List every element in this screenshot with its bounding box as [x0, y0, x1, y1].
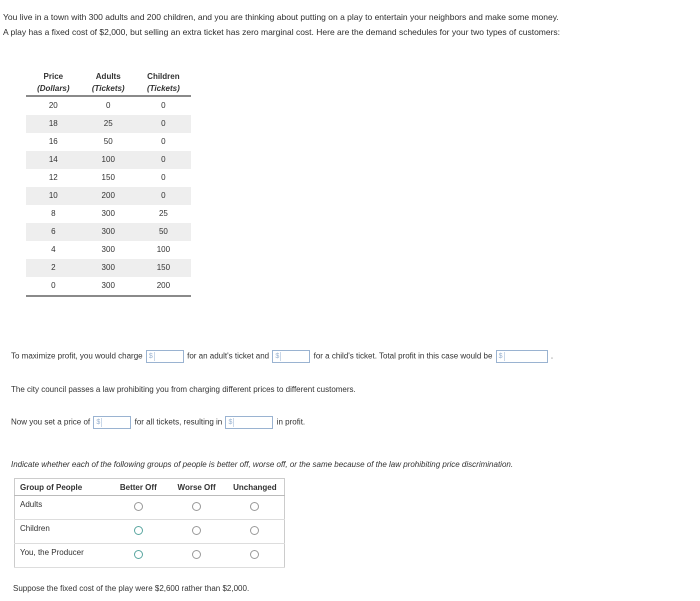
- children-cell: 100: [156, 245, 171, 254]
- adults-cell: 300: [81, 223, 136, 241]
- price-cell: 4: [51, 245, 56, 254]
- adults-cell: 300: [101, 209, 115, 218]
- adults-cell: 300: [81, 259, 136, 277]
- col-header-group: Group of People: [15, 479, 110, 496]
- group-label-children: Children: [15, 520, 110, 544]
- effects-row-adults: [15, 496, 285, 520]
- table-row: [26, 151, 191, 169]
- price-cell: 20: [48, 101, 58, 110]
- adults-unchanged-radio[interactable]: [250, 502, 259, 511]
- input-divider: [504, 352, 505, 361]
- producer-unchanged-radio[interactable]: [250, 550, 259, 559]
- q1-mid-1: for an adult's ticket and: [187, 351, 270, 361]
- price-cell: 8: [51, 209, 56, 218]
- effects-row-producer: [15, 544, 285, 568]
- demand-schedule-table: [26, 72, 191, 297]
- price-cell: 6: [26, 223, 81, 241]
- col-header-adults: Adults: [95, 72, 121, 81]
- adults-cell: 100: [81, 151, 136, 169]
- q1-mid-2: for a child's ticket. Total profit in this case would be: [313, 351, 493, 361]
- adults-cell: 300: [101, 281, 115, 290]
- input-divider: [101, 418, 102, 427]
- col-header-worse-off: Worse Off: [167, 479, 225, 496]
- table-row: [26, 169, 191, 187]
- adults-cell: 0: [106, 101, 111, 110]
- children-unchanged-radio[interactable]: [250, 526, 259, 535]
- input-divider: [154, 352, 155, 361]
- single-price-question: [11, 416, 305, 429]
- problem-intro: [3, 10, 693, 40]
- table-row: [26, 133, 191, 151]
- adults-cell: 150: [101, 173, 115, 182]
- children-cell: 150: [136, 259, 191, 277]
- price-cell: 2: [26, 259, 81, 277]
- adult-price-input[interactable]: [146, 350, 184, 363]
- children-cell: 200: [156, 281, 171, 290]
- law-statement: The city council passes a law prohibiting you from charging different prices to different customers.: [11, 385, 356, 394]
- price-cell: 10: [26, 187, 81, 205]
- col-header-price: Price: [43, 72, 64, 81]
- table-row: [26, 115, 191, 133]
- adults-cell: 200: [81, 187, 136, 205]
- input-divider: [280, 352, 281, 361]
- dollar-sign-icon: $: [148, 353, 153, 360]
- price-cell: 16: [48, 137, 58, 146]
- col-header-unchanged: Unchanged: [226, 479, 285, 496]
- profit-max-question: [11, 350, 553, 363]
- table-row: [26, 187, 191, 205]
- adults-cell: 50: [103, 137, 113, 146]
- price-cell: 14: [26, 151, 81, 169]
- table-row: [26, 277, 191, 296]
- effects-instruction: Indicate whether each of the following groups of people is better off, worse off, or the same because of the law prohibiting price discrimination.: [11, 460, 514, 469]
- children-worse-off-radio[interactable]: [192, 526, 201, 535]
- col-header-better-off: Better Off: [109, 479, 167, 496]
- q1-suffix: .: [550, 351, 554, 361]
- table-row: [26, 223, 191, 241]
- table-row: [26, 205, 191, 223]
- group-label-adults: Adults: [15, 496, 110, 520]
- q1-prefix: To maximize profit, you would charge: [11, 351, 143, 361]
- child-price-input[interactable]: [272, 350, 310, 363]
- children-cell: 0: [161, 137, 166, 146]
- adults-worse-off-radio[interactable]: [192, 502, 201, 511]
- children-cell: 0: [136, 187, 191, 205]
- dollar-sign-icon: $: [498, 353, 503, 360]
- single-price-profit-input[interactable]: [225, 416, 273, 429]
- children-cell: 0: [161, 101, 166, 110]
- children-cell: 0: [136, 115, 191, 133]
- intro-line-2: A play has a fixed cost of $2,000, but selling an extra ticket has zero marginal cost. Here are the demand schedules for your two types of customers:: [3, 27, 561, 37]
- single-price-input[interactable]: [93, 416, 131, 429]
- children-cell: 0: [161, 173, 166, 182]
- children-cell: 50: [136, 223, 191, 241]
- effects-row-children: [15, 520, 285, 544]
- children-better-off-radio[interactable]: [134, 526, 143, 535]
- table-row: [26, 96, 191, 115]
- col-header-children: Children: [147, 72, 180, 81]
- group-label-producer: You, the Producer: [15, 544, 110, 568]
- total-profit-input[interactable]: [496, 350, 548, 363]
- price-cell: 0: [51, 281, 56, 290]
- adults-cell: 300: [101, 245, 115, 254]
- col-subheader-price: (Dollars): [37, 84, 70, 93]
- table-row: [26, 259, 191, 277]
- price-cell: 18: [26, 115, 81, 133]
- col-subheader-children: (Tickets): [147, 84, 180, 93]
- q2-prefix: Now you set a price of: [11, 417, 91, 427]
- intro-line-1: You live in a town with 300 adults and 200 children, and you are thinking about putting on a play to entertain your neighbors and make some money.: [3, 12, 559, 22]
- adults-cell: 25: [81, 115, 136, 133]
- q2-mid: for all tickets, resulting in: [134, 417, 223, 427]
- producer-better-off-radio[interactable]: [134, 550, 143, 559]
- dollar-sign-icon: $: [228, 419, 233, 426]
- table-row: [26, 241, 191, 259]
- dollar-sign-icon: $: [275, 353, 280, 360]
- col-subheader-adults: (Tickets): [91, 84, 125, 93]
- producer-worse-off-radio[interactable]: [192, 550, 201, 559]
- adults-better-off-radio[interactable]: [134, 502, 143, 511]
- q2-suffix: in profit.: [276, 417, 306, 427]
- dollar-sign-icon: $: [96, 419, 101, 426]
- children-cell: 25: [158, 209, 168, 218]
- fixed-cost-followup: Suppose the fixed cost of the play were $2,600 rather than $2,000.: [13, 584, 250, 593]
- children-cell: 0: [136, 151, 191, 169]
- price-cell: 12: [48, 173, 58, 182]
- input-divider: [233, 418, 234, 427]
- effects-table: [14, 478, 285, 568]
